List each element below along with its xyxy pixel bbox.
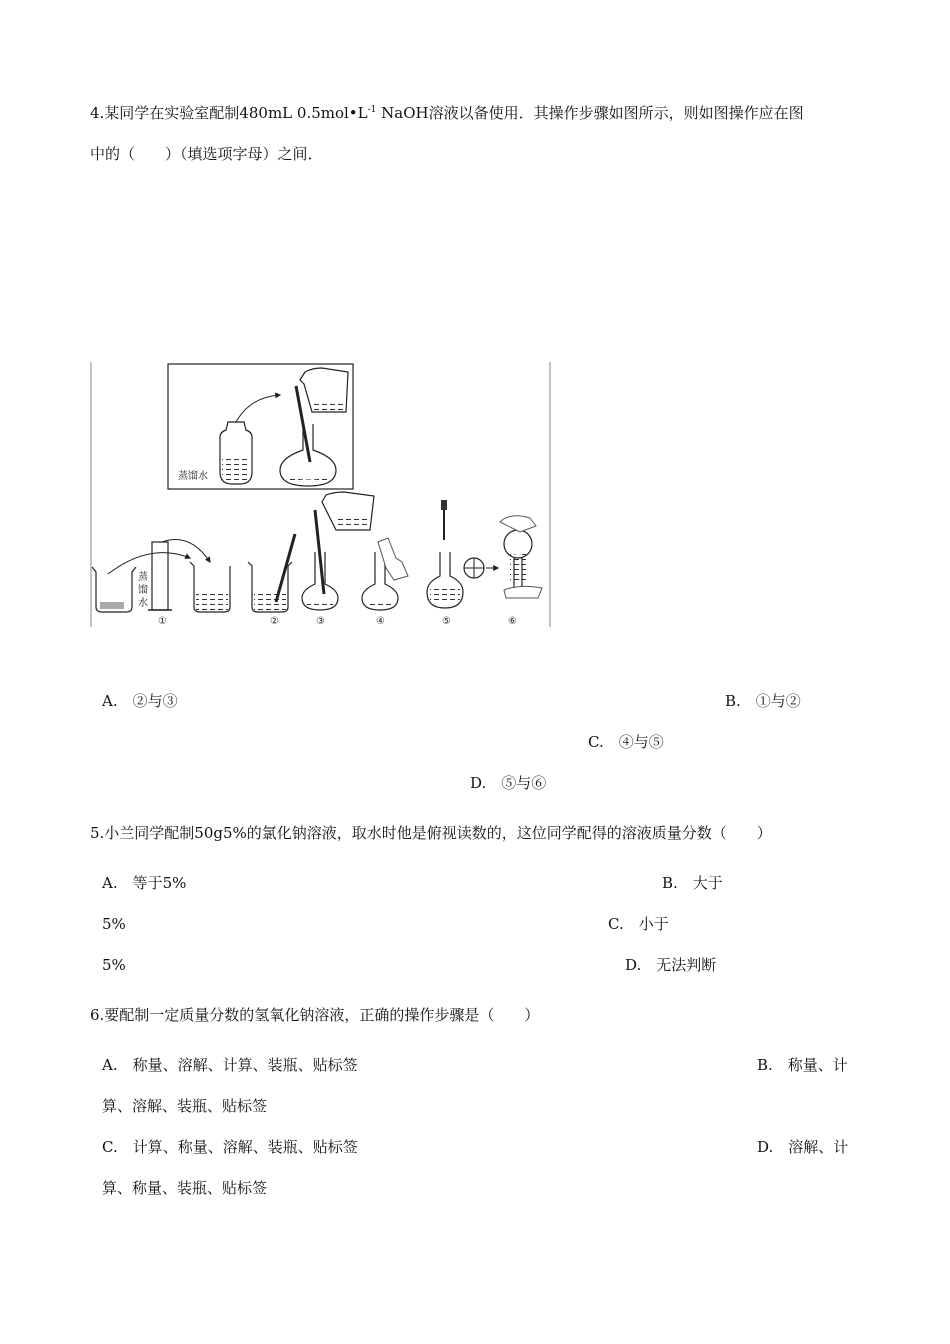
inset-box	[168, 364, 353, 489]
q5-stem: 5.小兰同学配制50g5%的氯化钠溶液，取水时他是俯视读数的，这位同学配得的溶液质量分数（ ）	[90, 824, 772, 842]
q6-option-c[interactable]: C. 计算、称量、溶解、装瓶、贴标签	[102, 1138, 358, 1156]
q4-option-b[interactable]: B. ①与②	[725, 692, 801, 710]
q6-option-a[interactable]: A. 称量、溶解、计算、装瓶、贴标签	[102, 1056, 358, 1074]
q6-option-b-cont: 算、溶解、装瓶、贴标签	[102, 1097, 268, 1115]
q6-option-d-cont: 算、称量、装瓶、贴标签	[102, 1179, 268, 1197]
step-1-apparatus	[92, 540, 230, 628]
step-label-3: ③	[316, 616, 325, 627]
pouring-beaker-inset	[300, 368, 348, 412]
side-label-2: 馏	[138, 585, 148, 596]
q6-stem: 6.要配制一定质量分数的氢氧化钠溶液，正确的操作步骤是（ ）	[90, 1006, 540, 1024]
side-label-3: 水	[138, 598, 148, 609]
step-label-2: ②	[270, 616, 279, 627]
step-label-4: ④	[376, 616, 385, 627]
q5-option-b[interactable]: B. 大于	[662, 874, 723, 892]
step-4-apparatus	[362, 538, 408, 627]
q4-stem-text-cont: NaOH溶液以备使用．其操作步骤如图所示，则如图操作应在图	[376, 104, 804, 122]
q5-option-c[interactable]: C. 小于	[608, 915, 669, 933]
q4-experiment-figure	[90, 362, 552, 630]
q4-stem-superscript: -1	[367, 105, 377, 115]
q4-option-a[interactable]: A. ②与③	[102, 692, 178, 710]
step-label-1: ①	[158, 616, 167, 627]
step-5-apparatus	[427, 500, 498, 627]
side-label-1: 蒸	[138, 572, 148, 583]
q5-option-a[interactable]: A. 等于5%	[102, 874, 187, 892]
experiment-diagram	[90, 362, 552, 630]
step-6-apparatus	[500, 516, 542, 627]
q4-stem-line1	[90, 106, 804, 121]
step-label-6: ⑥	[508, 616, 517, 627]
q5-option-b-cont: 5%	[102, 915, 126, 933]
step-3-apparatus	[302, 492, 374, 627]
q5-option-c-cont: 5%	[102, 956, 126, 974]
inset-label: 蒸馏水	[178, 471, 208, 482]
step-2-apparatus	[248, 534, 295, 627]
q5-option-d[interactable]: D. 无法判断	[625, 956, 717, 974]
q4-stem-text: 4.某同学在实验室配制480mL 0.5mol•L	[90, 104, 368, 122]
q4-stem-line2: 中的（ ）（填选项字母）之间．	[90, 145, 323, 163]
q4-option-c[interactable]: C. ④与⑤	[588, 733, 664, 751]
q6-option-b[interactable]: B. 称量、计	[757, 1056, 848, 1074]
q6-option-d[interactable]: D. 溶解、计	[757, 1138, 849, 1156]
step-label-5: ⑤	[442, 616, 451, 627]
distilled-water-bottle	[220, 422, 252, 484]
q4-option-d[interactable]: D. ⑤与⑥	[470, 774, 547, 792]
